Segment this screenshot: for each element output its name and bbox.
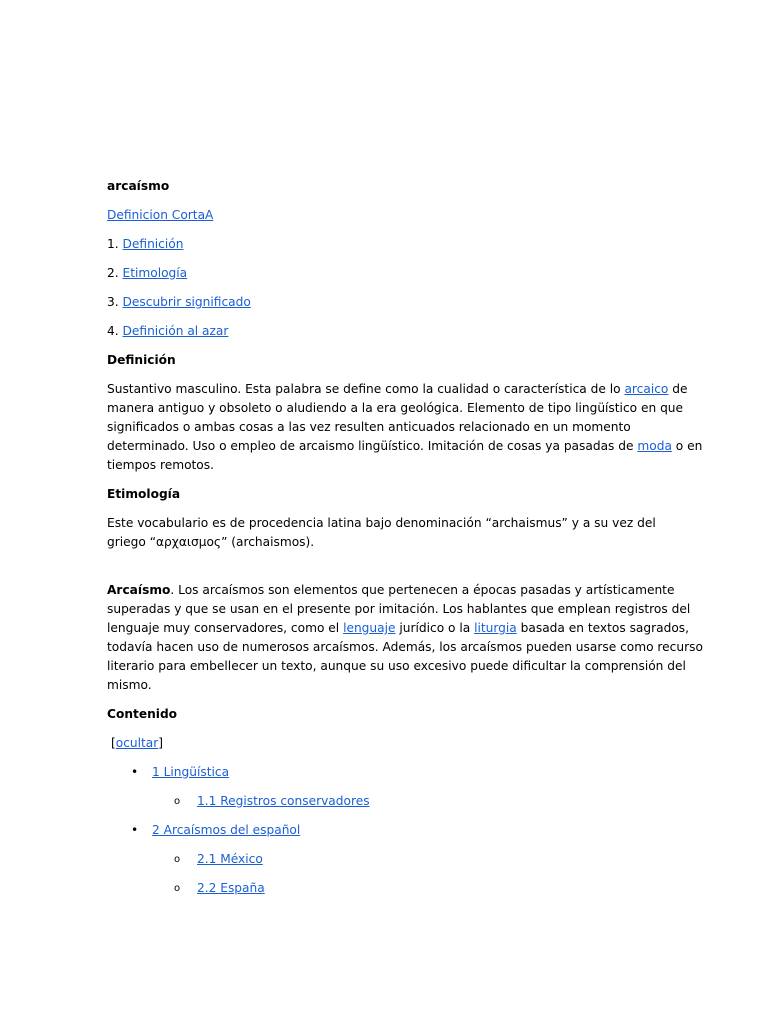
toc-link-descubrir[interactable]: Descubrir significado bbox=[122, 295, 251, 309]
list-item bbox=[107, 763, 663, 782]
list-item bbox=[107, 792, 663, 811]
toc-item-4: 4. Definición al azar bbox=[107, 324, 229, 338]
toc-item-1: 1. Definición bbox=[107, 237, 184, 251]
sub-bullet-icon: o bbox=[174, 883, 181, 894]
etimologia-paragraph: Este vocabulario es de procedencia latina bajo denominación “archaismus” y a su vez del griego “αρχαισμος” (archaismos). bbox=[107, 516, 656, 549]
sub-bullet-icon: o bbox=[174, 854, 181, 865]
list-item bbox=[107, 821, 663, 840]
contenido-heading: Contenido bbox=[107, 707, 178, 721]
sub-bullet-icon: o bbox=[174, 796, 181, 807]
toc-link-azar[interactable]: Definición al azar bbox=[122, 324, 229, 338]
toc-link-espana[interactable]: 2.2 España bbox=[197, 881, 265, 895]
list-item bbox=[107, 850, 663, 869]
ocultar-link[interactable]: ocultar bbox=[115, 736, 159, 750]
toc-link-registros[interactable]: 1.1 Registros conservadores bbox=[197, 794, 370, 808]
toc-link-arcaismos-espanol[interactable]: 2 Arcaísmos del español bbox=[152, 823, 301, 837]
bullet-icon: • bbox=[131, 823, 139, 837]
moda-link[interactable]: moda bbox=[637, 439, 672, 453]
document-content bbox=[107, 177, 703, 898]
toc-link-linguistica[interactable]: 1 Lingüística bbox=[152, 765, 230, 779]
bullet-icon: • bbox=[131, 765, 139, 779]
toc-link-etimologia[interactable]: Etimología bbox=[122, 266, 188, 280]
liturgia-link[interactable]: liturgia bbox=[474, 621, 517, 635]
arcaico-link[interactable]: arcaico bbox=[624, 382, 669, 396]
toc-item-3: 3. Descubrir significado bbox=[107, 295, 251, 309]
toc-link-mexico[interactable]: 2.1 México bbox=[197, 852, 263, 866]
definicion-paragraph: Sustantivo masculino. Esta palabra se define como la cualidad o característica de lo arcaico de manera antiguo y obsoleto o aludiendo a la era geológica. Elemento de tipo lingüístico en que significados o ambas cosas a las vez resulten anticuados relacionado en un momento determinado. Uso o empleo de arcaismo lingüístico. Imitación de cosas ya pasadas de moda o en tiempos remotos. bbox=[107, 382, 703, 472]
list-item bbox=[107, 879, 663, 898]
short-definition-link[interactable]: Definicion CortaA bbox=[107, 208, 214, 222]
page-title: arcaísmo bbox=[107, 179, 170, 193]
etimologia-heading: Etimología bbox=[107, 487, 181, 501]
toc-link-definicion[interactable]: Definición bbox=[122, 237, 184, 251]
arcaismo-paragraph: Arcaísmo. Los arcaísmos son elementos que pertenecen a épocas pasadas y artísticamente superadas y que se usan en el presente por imitación. Los hablantes que emplean registros del lenguaje muy conservadores, como el lenguaje jurídico o la liturgia basada en textos sagrados, todavía hacen uso de numerosos arcaísmos. Además, los arcaísmos pueden usarse como recurso literario para embellecer un texto, aunque su uso excesivo puede dificultar la comprensión del mismo. bbox=[107, 583, 703, 692]
toc-item-2: 2. Etimología bbox=[107, 266, 188, 280]
lenguaje-link[interactable]: lenguaje bbox=[343, 621, 396, 635]
definicion-heading: Definición bbox=[107, 353, 176, 367]
ocultar-toggle: [ocultar] bbox=[111, 736, 164, 750]
